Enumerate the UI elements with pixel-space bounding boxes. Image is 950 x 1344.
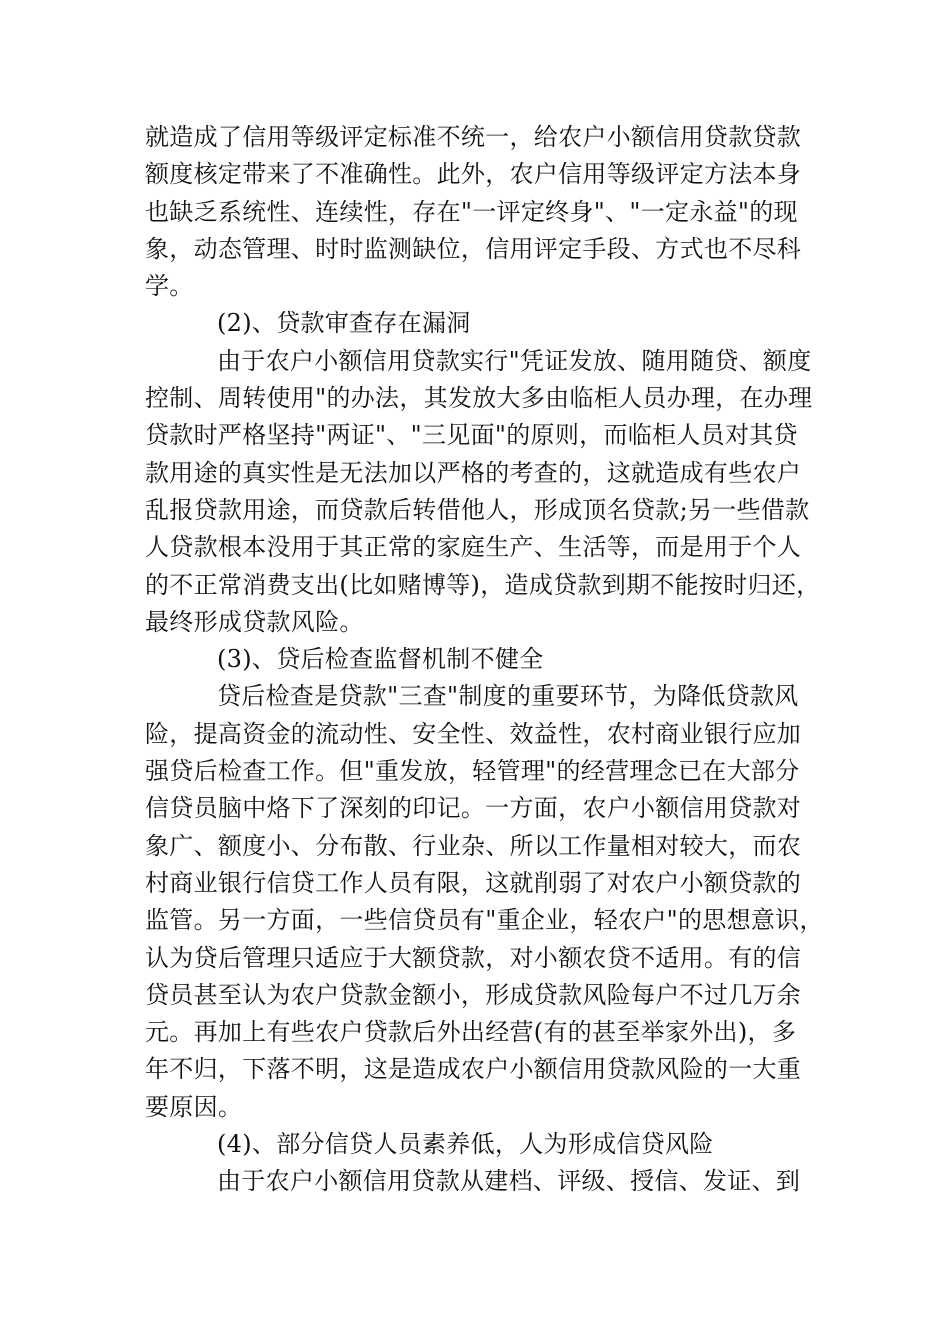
- text-line: 乱报贷款用途，而贷款后转借他人，形成顶名贷款;另一些借款: [145, 495, 810, 524]
- text-line: 就造成了信用等级评定标准不统一，给农户小额信用贷款贷款: [145, 123, 802, 151]
- text-line: 贷后检查是贷款"三查"制度的重要环节，为降低贷款风: [217, 682, 799, 711]
- text-line: 认为贷后管理只适应于大额贷款，对小额农贷不适用。有的信: [145, 943, 802, 972]
- text-line: 象，动态管理、时时监测缺位，信用评定手段、方式也不尽科: [145, 234, 802, 263]
- text-line: 强贷后检查工作。但"重发放，轻管理"的经营理念已在大部分: [145, 757, 800, 786]
- text-line: 村商业银行信贷工作人员有限，这就削弱了对农户小额贷款的: [145, 868, 802, 897]
- heading-text: (4)、部分信贷人员素养低，人为形成信贷风险: [217, 1130, 714, 1159]
- text-line: 的不正常消费支出(比如赌博等)，造成贷款到期不能按时归还，: [145, 570, 821, 599]
- section-heading: [145, 1126, 805, 1163]
- text-line: 额度核定带来了不准确性。此外，农户信用等级评定方法本身: [145, 160, 802, 189]
- text-line: 元。再加上有些农户贷款后外出经营(有的甚至举家外出)，多: [145, 1018, 797, 1047]
- paragraph: [145, 343, 821, 641]
- text-line: 学。: [145, 272, 194, 301]
- paragraph: [145, 678, 824, 1126]
- text-line: 由于农户小额信用贷款从建档、评级、授信、发证、到: [217, 1167, 801, 1196]
- text-line: 贷员甚至认为农户贷款金额小，形成贷款风险每户不过几万余: [145, 980, 802, 1009]
- text-line: 监管。另一方面，一些信贷员有"重企业，轻农户"的思想意识，: [145, 906, 824, 935]
- text-line: 最终形成贷款风险。: [145, 607, 364, 636]
- heading-text: (2)、贷款审查存在漏洞: [217, 309, 471, 338]
- text-line: 贷款时严格坚持"两证"、"三见面"的原则，而临柜人员对其贷: [145, 421, 798, 450]
- text-line: 年不归，下落不明，这是造成农户小额信用贷款风险的一大重: [145, 1055, 802, 1084]
- section-heading: [145, 641, 805, 678]
- text-line: 象广、额度小、分布散、行业杂、所以工作量相对较大，而农: [145, 831, 802, 860]
- text-line: 款用途的真实性是无法加以严格的考查的，这就造成有些农户: [145, 458, 802, 487]
- text-line: 信贷员脑中烙下了深刻的印记。一方面，农户小额信用贷款对: [145, 794, 802, 823]
- paragraph: [145, 1163, 805, 1200]
- text-line: 也缺乏系统性、连续性，存在"一评定终身"、"一定永益"的现: [145, 197, 798, 226]
- document-body: [145, 119, 824, 1201]
- heading-text: (3)、贷后检查监督机制不健全: [217, 645, 544, 674]
- section-heading: [145, 305, 805, 342]
- paragraph: [145, 119, 805, 305]
- text-line: 要原因。: [145, 1092, 243, 1121]
- text-line: 控制、周转使用"的办法，其发放大多由临柜人员办理，在办理: [145, 384, 813, 413]
- text-line: 险，提高资金的流动性、安全性、效益性，农村商业银行应加: [145, 719, 802, 748]
- text-line: 由于农户小额信用贷款实行"凭证发放、随用随贷、额度: [217, 346, 812, 375]
- text-line: 人贷款根本没用于其正常的家庭生产、生活等，而是用于个人: [145, 533, 802, 562]
